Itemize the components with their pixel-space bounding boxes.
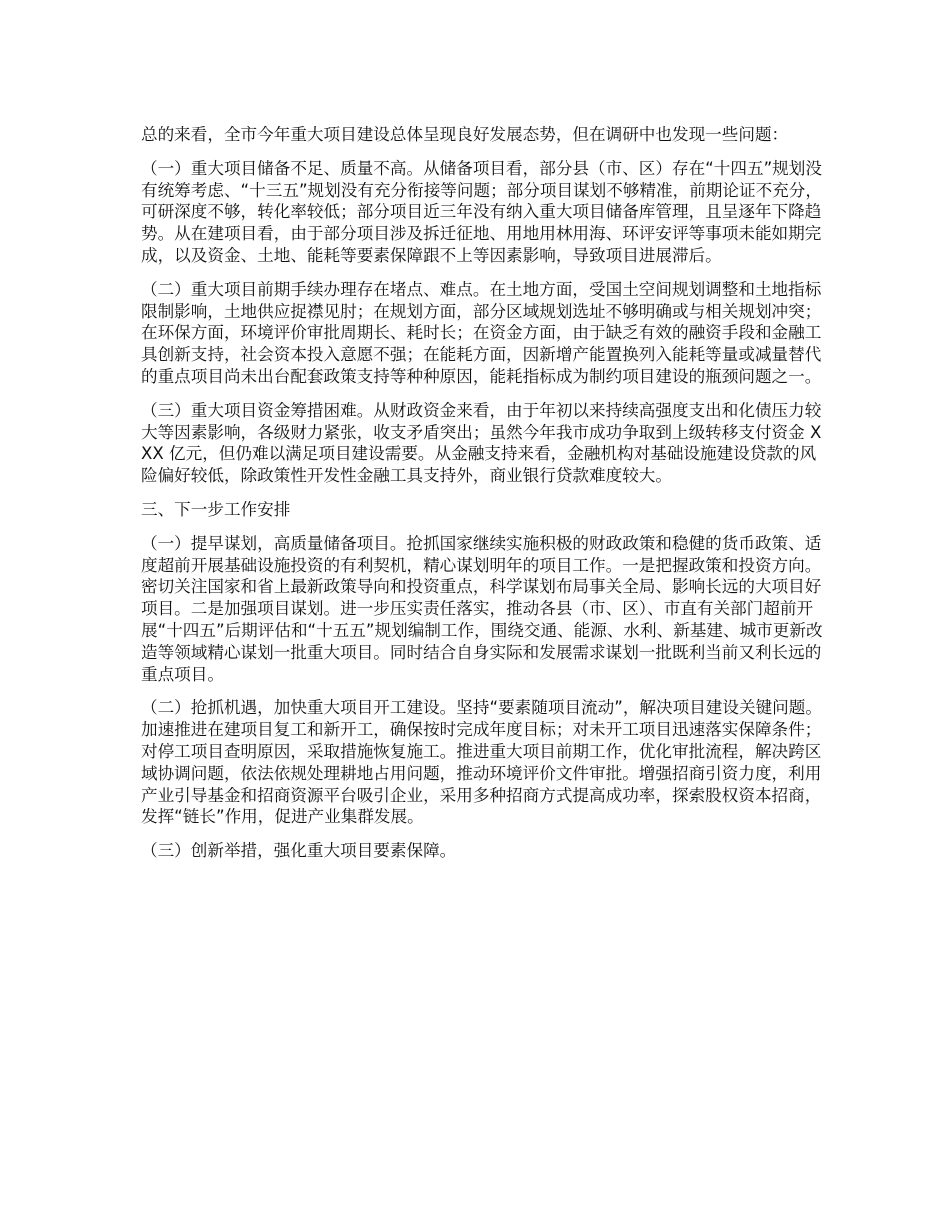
paragraph-plan-3: （三）创新举措，强化重大项目要素保障。 — [141, 841, 457, 861]
paragraph-issue-1: （一）重大项目储备不足、质量不高。从储备项目看，部分县（市、区）存在“十四五”规划没有统筹考虑、“十三五”规划没有充分衔接等问题；部分项目谋划不够精准，前期论证不充分，可研深度不够，转化率较低；部分项目近三年没有纳入重大项目储备库管理，且呈逐年下降趋势。从在建项目看，由于部分项目涉及拆迁征地、用地用林用海、环评安评等事项未能如期完成，以及资金、土地、能耗等要素保障跟不上等因素影响，导致项目进展滞后。 — [141, 158, 822, 265]
paragraph-summary: 总的来看，全市今年重大项目建设总体呈现良好发展态势，但在调研中也发现一些问题： — [141, 125, 789, 144]
document-page — [141, 124, 831, 874]
section-heading-next-steps: 三、下一步工作安排 — [141, 499, 291, 519]
paragraph-issue-2: （二）重大项目前期手续办理存在堵点、难点。在土地方面，受国土空间规划调整和土地指标限制影响，土地供应捉襟见肘；在规划方面，部分区域规划选址不够明确或与相关规划冲突；在环保方面，环境评价审批周期长、耗时长；在资金方面，由于缺乏有效的融资手段和金融工具创新支持，社会资本投入意愿不强；在能耗方面，因新增产能置换列入能耗等量或减量替代的重点项目尚未出台配套政策支持等种种原因，能耗指标成为制约项目建设的瓶颈问题之一。 — [141, 279, 822, 386]
paragraph-plan-1: （一）提早谋划，高质量储备项目。抢抓国家继续实施积极的财政政策和稳健的货币政策、适度超前开展基础设施投资的有利契机，精心谋划明年的项目工作。一是把握政策和投资方向。密切关注国家和省上最新政策导向和投资重点，科学谋划布局事关全局、影响长远的大项目好项目。二是加强项目谋划。进一步压实责任落实，推动各县（市、区）、市直有关部门超前开展“十四五”后期评估和“十五五”规划编制工作，围绕交通、能源、水利、新基建、城市更新改造等领域精心谋划一批重大项目。同时结合自身实际和发展需求谋划一批既利当前又利长远的重点项目。 — [141, 533, 823, 684]
paragraph-issue-3: （三）重大项目资金筹措困难。从财政资金来看，由于年初以来持续高强度支出和化债压力较大等因素影响，各级财力紧张，收支矛盾突出；虽然今年我市成功争取到上级转移支付资金 XXX 亿元，但仍难以满足项目建设需要。从金融支持来看，金融机构对基础设施建设贷款的风险偏好较低，除政策性开发性金融工具支持外，商业银行贷款难度较大。 — [141, 400, 822, 486]
paragraph-plan-2: （二）抢抓机遇，加快重大项目开工建设。坚持“要素随项目流动”，解决项目建设关键问题。加速推进在建项目复工和新开工，确保按时完成年度目标；对未开工项目迅速落实保障条件；对停工项目查明原因，采取措施恢复施工。推进重大项目前期工作，优化审批流程，解决跨区域协调问题，依法依规处理耕地占用问题，推动环境评价文件审批。增强招商引资力度，利用产业引导基金和招商资源平台吸引企业，采用多种招商方式提高成功率，探索股权资本招商，发挥“链长”作用，促进产业集群发展。 — [141, 698, 822, 827]
